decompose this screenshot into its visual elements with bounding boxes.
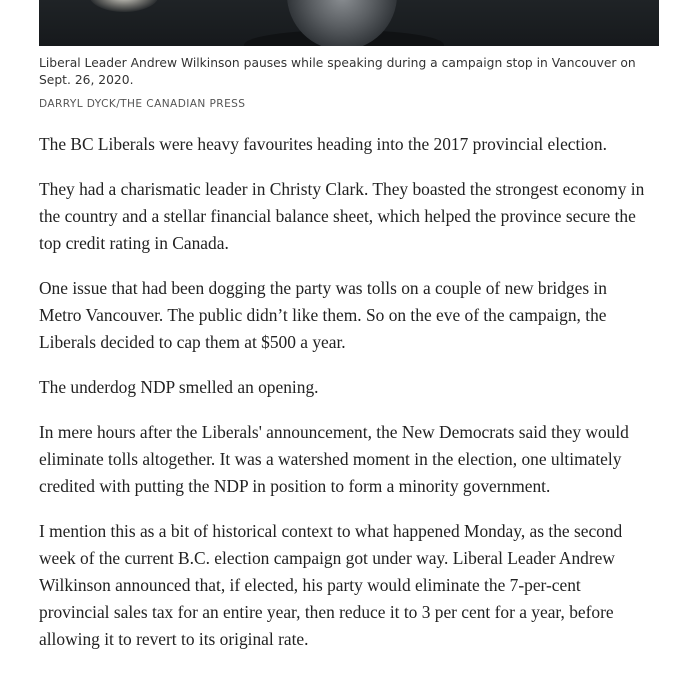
article-paragraph: I mention this as a bit of historical context to what happened Monday, as the second week of the current B.C. election campaign got under way. Liberal Leader Andrew Wilkinson announced that, if elected, his party would eliminate the 7-per-cent provincial sales tax for an entire year, then reduce it to 3 per cent for a year, before allowing it to revert to its original rate.	[39, 521, 623, 649]
photo-light-highlight	[89, 0, 159, 12]
article-paragraph: The BC Liberals were heavy favourites heading into the 2017 provincial election.	[39, 134, 607, 154]
article-photo	[39, 0, 659, 46]
article-paragraph: They had a charismatic leader in Christy Clark. They boasted the strongest economy in the country and a stellar financial balance sheet, which helped the province secure the top credit rating in Canada.	[39, 179, 645, 253]
article-paragraph: The underdog NDP smelled an opening.	[39, 377, 319, 397]
photo-caption: Liberal Leader Andrew Wilkinson pauses while speaking during a campaign stop in Vancouver on Sept. 26, 2020.	[39, 56, 636, 87]
article-body	[39, 131, 647, 671]
article-paragraph: One issue that had been dogging the party was tolls on a couple of new bridges in Metro Vancouver. The public didn’t like them. So on the eve of the campaign, the Liberals decided to cap them at $500 a year.	[39, 278, 607, 352]
photo-credit: DARRYL DYCK/THE CANADIAN PRESS	[39, 98, 246, 110]
article-paragraph: In mere hours after the Liberals' announcement, the New Democrats said they would eliminate tolls altogether. It was a watershed moment in the election, one ultimately credited with putting the NDP in position to form a minority government.	[39, 422, 629, 496]
